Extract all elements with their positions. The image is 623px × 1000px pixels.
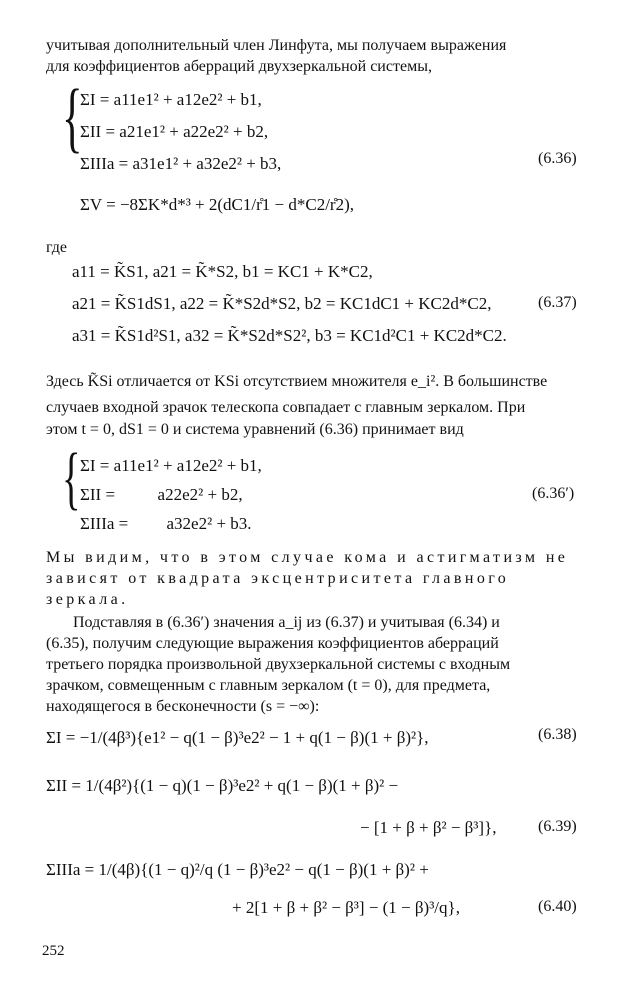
equation-6-36-line-4: ΣV = −8ΣK*d*³ + 2(dC1/r̊1 − d*C2/r̊2), <box>80 195 355 214</box>
equation-tag: (6.40) <box>538 898 577 915</box>
left-brace-icon: { <box>62 440 81 517</box>
paragraph-line: находящегося в бесконечности (s = −∞): <box>46 698 320 715</box>
equation-6-36-line-3: ΣIIIa = a31e1² + a32e2² + b3, <box>80 154 282 173</box>
left-brace-icon: { <box>62 73 83 160</box>
paragraph-line: зеркала. <box>46 591 129 608</box>
paragraph-line: зрачком, совмещенным с главным зеркалом (t = 0), для предмета, <box>46 677 491 694</box>
equation-tag: (6.36) <box>538 150 577 167</box>
paragraph-line: случаев входной зрачок телескопа совпадает с главным зеркалом. При <box>46 399 526 416</box>
equation-6-40-line-1: ΣIIIa = 1/(4β){(1 − q)²/q (1 − β)³e2² − q(1 − β)(1 + β)² + <box>46 860 429 879</box>
equation-6-38: ΣI = −1/(4β³){e1² − q(1 − β)³e2² − 1 + q(1 − β)(1 + β)²}, <box>46 728 429 747</box>
paragraph-line: для коэффициентов аберраций двухзеркальной системы, <box>46 58 432 75</box>
paragraph-line: Подставляя в (6.36′) значения a_ij из (6.37) и учитывая (6.34) и <box>73 614 500 631</box>
paragraph-line: где <box>46 239 68 256</box>
page-number: 252 <box>42 943 65 959</box>
equation-6-36-line-2: ΣII = a21e1² + a22e2² + b2, <box>80 122 269 141</box>
equation-6-37-line-2: a21 = K̃S1dS1, a22 = K̃*S2d*S2, b2 = KC1dC1 + KC2d*C2, <box>72 294 492 313</box>
paragraph-line: зависят от квадрата эксцентриситета главного <box>46 570 510 587</box>
equation-6-40-line-2: + 2[1 + β + β² − β³] − (1 − β)³/q}, <box>232 898 460 917</box>
equation-tag: (6.38) <box>538 726 577 743</box>
equation-6-39-line-2: − [1 + β + β² − β³]}, <box>360 818 497 837</box>
equation-6-37-line-3: a31 = K̃S1d²S1, a32 = K̃*S2d*S2², b3 = KC1d²C1 + KC2d*C2. <box>72 326 507 345</box>
equation-6-36p-line-3: ΣIIIa = a32e2² + b3. <box>80 514 252 533</box>
equation-tag: (6.36′) <box>532 485 575 502</box>
equation-6-36p-line-2: ΣII = a22e2² + b2, <box>80 485 243 504</box>
equation-6-36p-line-1: ΣI = a11e1² + a12e2² + b1, <box>80 456 262 475</box>
equation-tag: (6.37) <box>538 294 577 311</box>
paragraph-line: Здесь K̃Si отличается от KSi отсутствием множителя e_i². В большинстве <box>46 373 548 390</box>
equation-tag: (6.39) <box>538 818 577 835</box>
paragraph-line: учитывая дополнительный член Линфута, мы получаем выражения <box>46 37 507 54</box>
paragraph-line: третьего порядка произвольной двухзеркальной системы с входным <box>46 656 511 673</box>
equation-6-37-line-1: a11 = K̃S1, a21 = K̃*S2, b1 = KC1 + K*C2, <box>72 262 373 281</box>
paragraph-line: Мы видим, что в этом случае кома и астигматизм не <box>46 549 569 566</box>
paragraph-line: этом t = 0, dS1 = 0 и система уравнений (6.36) принимает вид <box>46 421 464 438</box>
equation-6-39-line-1: ΣII = 1/(4β²){(1 − q)(1 − β)³e2² + q(1 − β)(1 + β)² − <box>46 776 399 795</box>
paragraph-line: (6.35), получим следующие выражения коэффициентов аберраций <box>46 635 499 652</box>
equation-6-36-line-1: ΣI = a11e1² + a12e2² + b1, <box>80 90 262 109</box>
